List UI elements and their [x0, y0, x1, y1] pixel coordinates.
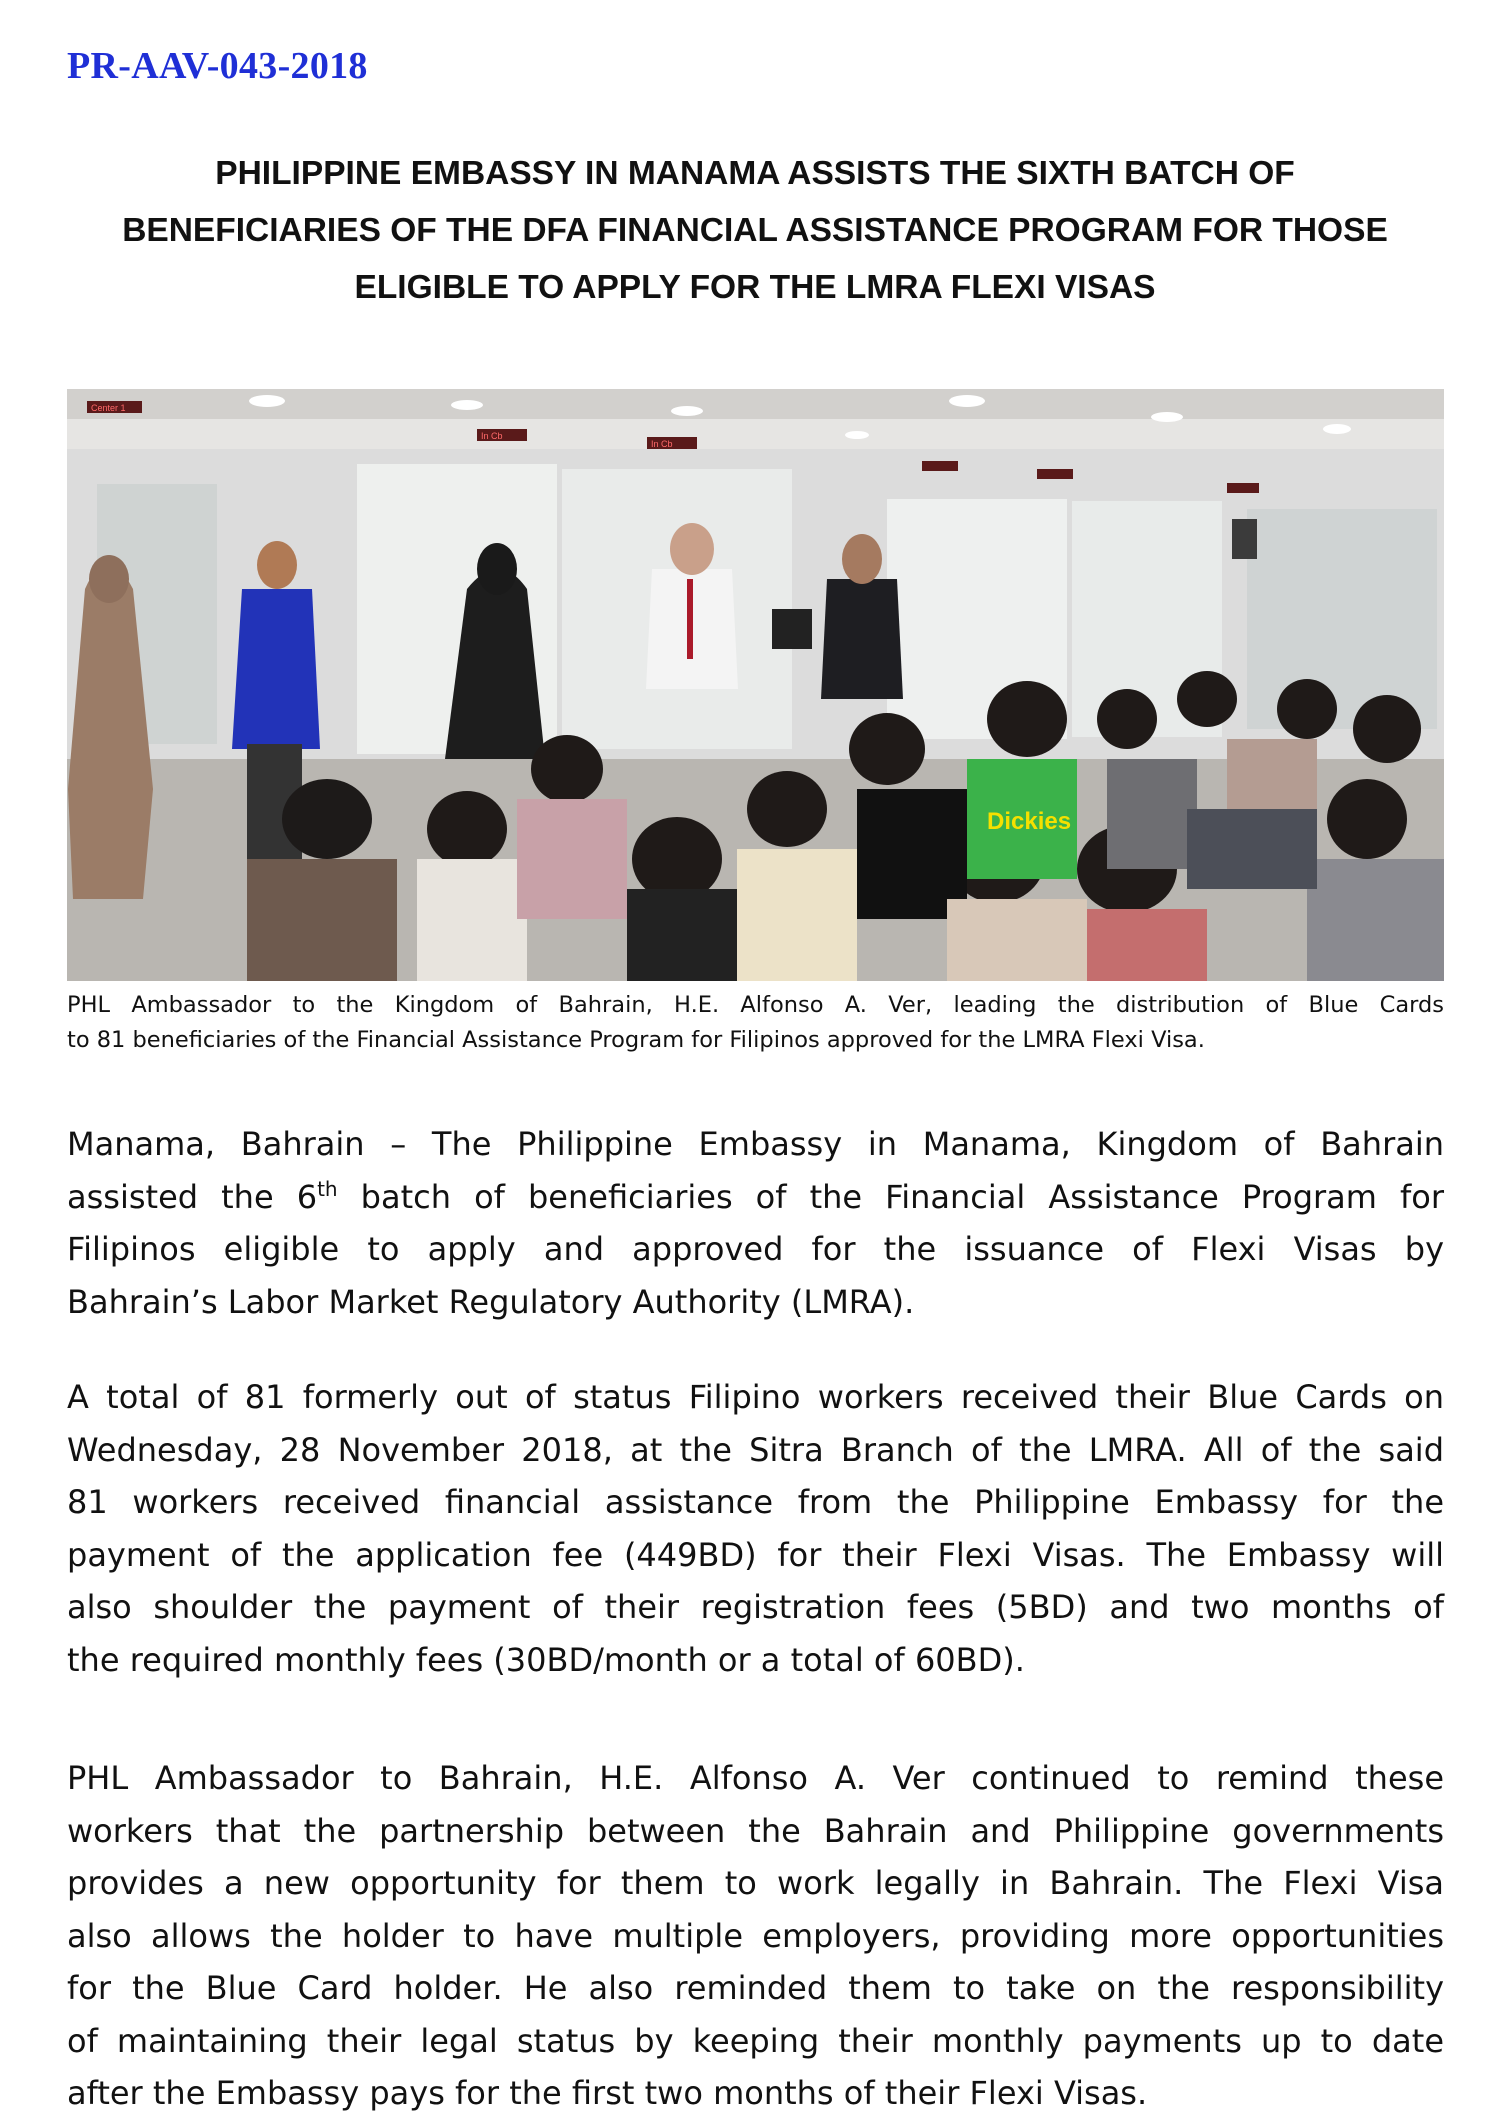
headline [60, 145, 1450, 316]
text-run: batch of beneficiaries of the Financial Assistance Program for [337, 1177, 1445, 1216]
headline-line: BENEFICIARIES OF THE DFA FINANCIAL ASSISTANCE PROGRAM FOR THOSE [122, 212, 1388, 249]
svg-text:Center 1: Center 1 [91, 403, 126, 413]
paragraph-intro [67, 1118, 1444, 1328]
paragraph-line: workers that the partnership between the Bahrain and Philippine governments [67, 1811, 1444, 1850]
text-run: assisted the 6 [67, 1177, 318, 1216]
paragraph-details [67, 1371, 1444, 1686]
photo-caption [67, 988, 1444, 1058]
paragraph-line: also allows the holder to have multiple employers, providing more opportunities [67, 1916, 1444, 1955]
paragraph-line: Filipinos eligible to apply and approved for the issuance of Flexi Visas by [67, 1230, 1444, 1268]
event-photo [67, 389, 1444, 981]
svg-text:Dickies: Dickies [987, 808, 1072, 835]
headline-line: PHILIPPINE EMBASSY IN MANAMA ASSISTS THE SIXTH BATCH OF [215, 155, 1295, 192]
paragraph-line: A total of 81 formerly out of status Filipino workers received their Blue Cards on [67, 1378, 1444, 1416]
paragraph-line: for the Blue Card holder. He also reminded them to take on the responsibility [67, 1969, 1444, 2007]
caption-line: PHL Ambassador to the Kingdom of Bahrain, H.E. Alfonso A. Ver, leading the distribution of Blue Cards [67, 992, 1444, 1018]
paragraph-line: after the Embassy pays for the first two months of their Flexi Visas. [67, 2074, 1148, 2112]
paragraph-line: of maintaining their legal status by keeping their monthly payments up to date [67, 2021, 1444, 2060]
superscript: th [317, 1176, 338, 1201]
headline-line: ELIGIBLE TO APPLY FOR THE LMRA FLEXI VISAS [354, 269, 1156, 306]
paragraph-line [67, 1171, 1444, 1224]
paragraph-ambassador [67, 1752, 1444, 2120]
svg-text:In Cb: In Cb [651, 439, 673, 449]
paragraph-line: provides a new opportunity for them to work legally in Bahrain. The Flexi Visa [67, 1864, 1444, 1902]
paragraph-line: also shoulder the payment of their registration fees (5BD) and two months of [67, 1588, 1444, 1626]
svg-text:In Cb: In Cb [481, 431, 503, 441]
paragraph-line: payment of the application fee (449BD) for their Flexi Visas. The Embassy will [67, 1535, 1444, 1574]
paragraph-line: PHL Ambassador to Bahrain, H.E. Alfonso A. Ver continued to remind these [67, 1759, 1444, 1797]
paragraph-line: the required monthly fees (30BD/month or a total of 60BD). [67, 1640, 1025, 1679]
paragraph-line: Bahrain’s Labor Market Regulatory Authority (LMRA). [67, 1282, 915, 1321]
reference-code: PR-AAV-043-2018 [67, 45, 368, 87]
paragraph-line: Manama, Bahrain – The Philippine Embassy in Manama, Kingdom of Bahrain [67, 1125, 1444, 1163]
paragraph-line: 81 workers received financial assistance from the Philippine Embassy for the [67, 1483, 1444, 1521]
caption-line: to 81 beneficiaries of the Financial Assistance Program for Filipinos approved for the LMRA Flexi Visa. [67, 1027, 1205, 1053]
paragraph-line: Wednesday, 28 November 2018, at the Sitra Branch of the LMRA. All of the said [67, 1430, 1444, 1469]
